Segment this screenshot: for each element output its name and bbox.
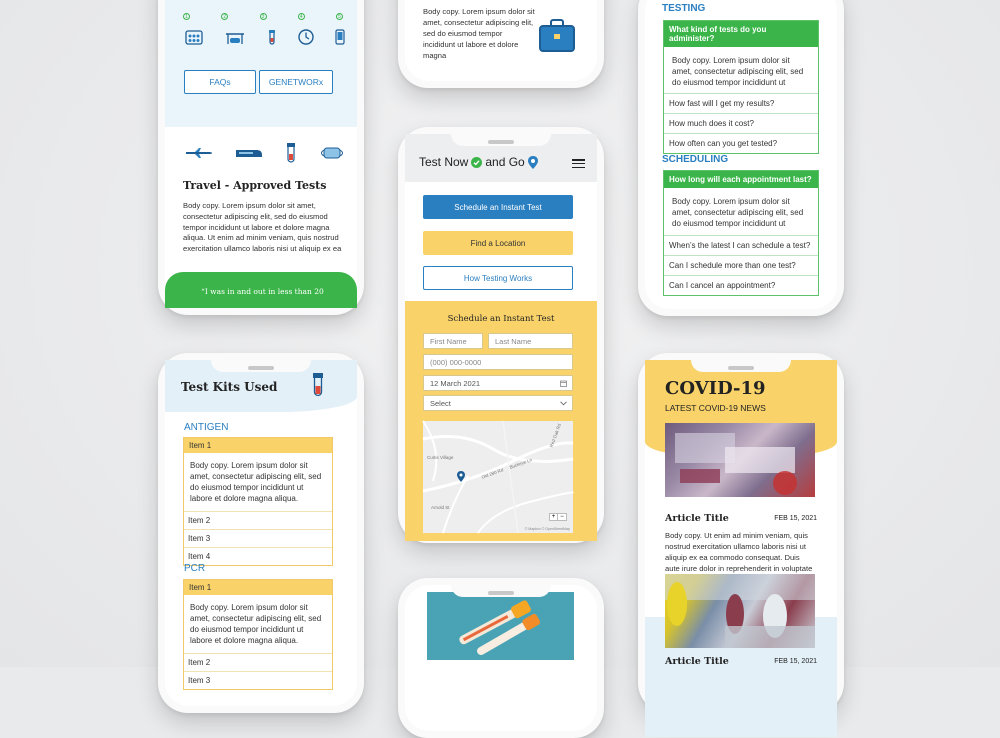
calendar-icon [560, 380, 567, 387]
article1-date: FEB 15, 2021 [774, 515, 817, 522]
location-map[interactable] [423, 421, 573, 533]
step-number: 4 [298, 13, 305, 20]
last-name-field[interactable]: Last Name [488, 333, 573, 349]
zoom-in-button[interactable]: + [550, 514, 558, 520]
find-location-button[interactable]: Find a Location [423, 231, 573, 255]
step-number: 5 [336, 13, 343, 20]
map-label: Red Oak Rd [548, 423, 562, 448]
accordion-item[interactable]: Item 2 [184, 653, 332, 671]
briefcase-body: Body copy. Lorem ipsum dolor sit amet, consectetur adipiscing elit, sed do eiusmod tempor incididunt ut labore et dolore magna [423, 7, 535, 60]
form-title: Schedule an Instant Test [447, 314, 555, 324]
test-tube-icon [267, 29, 277, 45]
antigen-accordion [183, 437, 333, 566]
phone-number-field[interactable]: (000) 000-0000 [423, 354, 573, 370]
testing-accordion [663, 20, 819, 154]
map-label: Old 280 Rd [480, 467, 504, 480]
news-subtitle: LATEST COVID-19 NEWS [665, 403, 766, 413]
article1-body: Body copy. Ut enim ad minim veniam, quis nostrud exercitation ullamco laboris nisi ut aliquip ex ea commodo consequat. Duis aute irure dolor in reprehenderit in voluptate [665, 531, 813, 573]
travel-screen [165, 0, 357, 308]
phone-faq [638, 0, 844, 316]
drive-thru-icon [224, 29, 246, 45]
phone-swab [398, 578, 604, 738]
brand-logo[interactable] [419, 155, 538, 169]
news-title: COVID-19 [665, 378, 766, 399]
zoom-out-button[interactable]: − [560, 514, 564, 520]
location-pin-icon [528, 156, 538, 169]
travel-icons [185, 143, 345, 163]
article1-image[interactable] [665, 423, 815, 497]
date-value: 12 March 2021 [430, 378, 481, 388]
phone-travel [158, 0, 364, 315]
phone-main [398, 127, 604, 543]
first-name-field[interactable]: First Name [423, 333, 483, 349]
testimonial-band [165, 272, 357, 308]
faq-question[interactable]: Can I schedule more than one test? [664, 255, 818, 275]
speaker [488, 591, 514, 595]
logo-text-and-go: and Go [485, 155, 525, 169]
select-dropdown[interactable] [423, 395, 573, 411]
clock-icon [298, 29, 314, 45]
test-tube-icon [285, 143, 297, 163]
accordion-item[interactable]: Item 4 [184, 547, 332, 565]
face-mask-icon [319, 147, 345, 159]
calendar-icon [185, 29, 203, 45]
testimonial-quote: “I was in and out in less than 20 [201, 287, 324, 296]
antigen-body: Body copy. Lorem ipsum dolor sit amet, consectetur adipiscing elit, sed do eiusmod tempor incididunt ut labore et dolore magna aliqua. [190, 461, 322, 503]
logo-text-test-now: Test Now [419, 155, 469, 169]
map-label: Curtis Village [427, 455, 454, 460]
kits-title: Test Kits Used [181, 380, 278, 394]
accordion-item[interactable]: Item 2 [184, 511, 332, 529]
accordion-item[interactable]: Item 3 [184, 529, 332, 547]
briefcase-screen [405, 0, 597, 81]
scheduling-open-question[interactable]: How long will each appointment last? [664, 171, 818, 188]
train-icon [235, 148, 263, 158]
map-zoom-controls [549, 513, 567, 521]
schedule-instant-test-button[interactable]: Schedule an Instant Test [423, 195, 573, 219]
faqs-button[interactable]: FAQs [184, 70, 256, 94]
swab-tubes-image [427, 592, 574, 660]
map-label: Arnold St [431, 505, 450, 510]
schedule-form-panel [405, 301, 597, 541]
article2-date: FEB 15, 2021 [774, 658, 817, 665]
speaker [248, 366, 274, 370]
swab-photo [427, 592, 574, 660]
speaker [488, 140, 514, 144]
faq-question[interactable]: How often can you get tested? [664, 133, 818, 153]
speaker [728, 366, 754, 370]
map-credit: © Mapbox © OpenStreetMap [524, 527, 570, 531]
antigen-open-item[interactable]: Item 1 [184, 438, 332, 453]
news-screen [645, 360, 837, 706]
select-value: Select [430, 398, 451, 408]
testing-answer: Body copy. Lorem ipsum dolor sit amet, consectetur adipiscing elit, sed do eiusmod tempor incididunt ut [672, 56, 804, 87]
checkmark-icon [471, 157, 482, 168]
pcr-open-item[interactable]: Item 1 [184, 580, 332, 595]
test-tube-icon [311, 373, 325, 397]
main-screen [405, 134, 597, 536]
pcr-accordion [183, 579, 333, 690]
section-antigen: ANTIGEN [184, 422, 229, 433]
testing-open-question[interactable]: What kind of tests do you administer? [664, 21, 818, 47]
article2-image[interactable] [665, 574, 815, 648]
article1-title[interactable]: Article Title [665, 513, 729, 524]
lab-tubes-photo [665, 423, 815, 497]
location-pin-icon[interactable] [457, 471, 465, 482]
scheduling-accordion [663, 170, 819, 296]
phone-icon [335, 29, 345, 45]
how-testing-works-button[interactable]: How Testing Works [423, 266, 573, 290]
people-queue-photo [665, 574, 815, 648]
step-number: 3 [260, 13, 267, 20]
travel-body: Body copy. Lorem ipsum dolor sit amet, consectetur adipiscing elit, sed do eiusmod tempor incididunt ut labore et dolore magna aliqua. Ut enim ad minim veniam, quis nostrud exercitation ullamco laboris nisi ut aliquip ex ea [183, 201, 342, 254]
article2-title[interactable]: Article Title [665, 656, 729, 667]
faq-question[interactable]: Can I cancel an appointment? [664, 275, 818, 295]
phone-news [638, 353, 844, 713]
genetworx-button[interactable]: GENETWORx [259, 70, 333, 94]
section-testing: TESTING [662, 3, 706, 14]
date-field[interactable] [423, 375, 573, 391]
pcr-body: Body copy. Lorem ipsum dolor sit amet, consectetur adipiscing elit, sed do eiusmod tempor incididunt ut labore et dolore magna aliqua. [190, 603, 322, 645]
step-number: 2 [221, 13, 228, 20]
swab-screen [405, 585, 597, 731]
section-pcr: PCR [184, 563, 206, 574]
steps-row [183, 13, 343, 20]
briefcase-icon [539, 18, 575, 52]
section-scheduling: SCHEDULING [662, 154, 729, 165]
chevron-down-icon [560, 401, 567, 406]
accordion-item[interactable]: Item 3 [184, 671, 332, 689]
phone-kits [158, 353, 364, 713]
step-icons [185, 29, 345, 45]
kits-screen [165, 360, 357, 706]
airplane-icon [185, 148, 213, 158]
phone-briefcase [398, 0, 604, 88]
faq-question[interactable]: When’s the latest I can schedule a test? [664, 235, 818, 255]
faq-question[interactable]: How fast will I get my results? [664, 93, 818, 113]
scheduling-answer: Body copy. Lorem ipsum dolor sit amet, consectetur adipiscing elit, sed do eiusmod tempor incididunt ut [672, 197, 804, 228]
faq-screen [645, 0, 837, 309]
map-label: Buckeye Ln [508, 457, 533, 470]
faq-question[interactable]: How much does it cost? [664, 113, 818, 133]
step-number: 1 [183, 13, 190, 20]
travel-title: Travel - Approved Tests [183, 179, 327, 192]
hamburger-menu-icon[interactable] [572, 159, 585, 168]
